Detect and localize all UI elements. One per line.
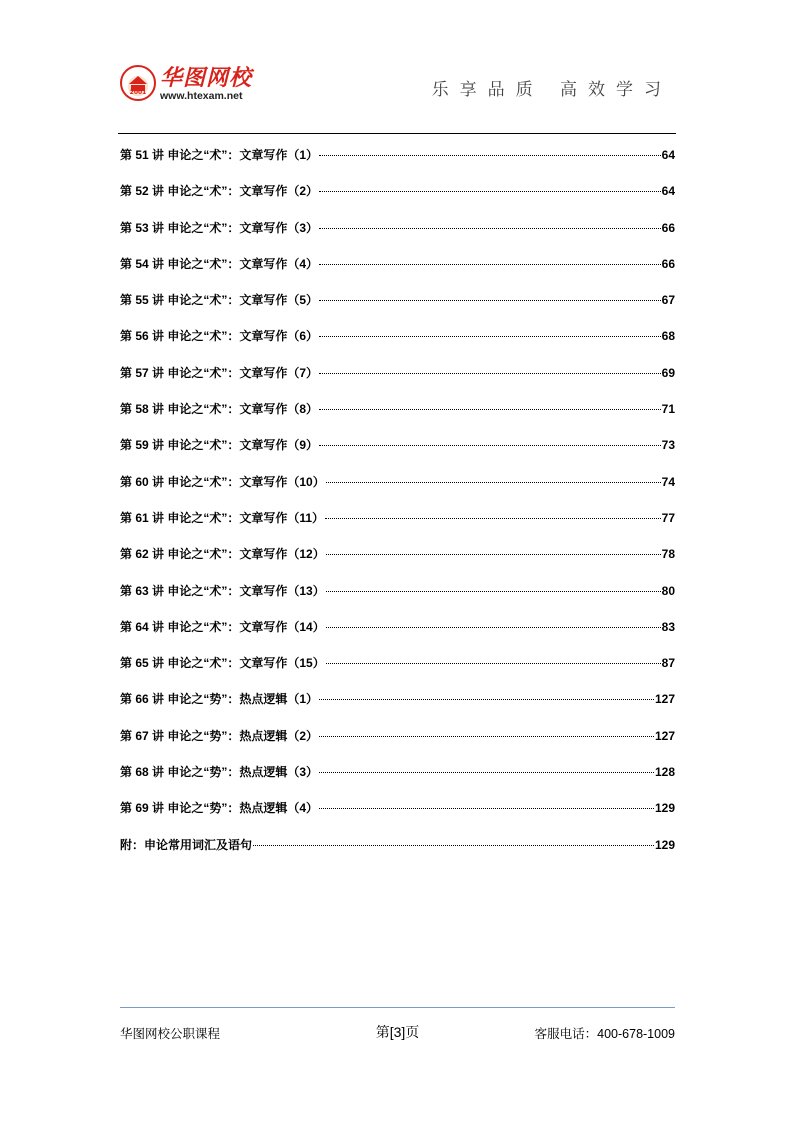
toc-entry-title: 第 65 讲 申论之“术”：文章写作（15）	[120, 656, 325, 671]
toc-leader-dots	[326, 482, 661, 483]
toc-entry[interactable]	[120, 509, 675, 545]
toc-entry-page: 129	[654, 801, 675, 816]
toc-entry-title: 第 54 讲 申论之“术”：文章写作（4）	[120, 256, 319, 271]
toc-entry[interactable]	[120, 618, 675, 654]
logo-seal-icon	[120, 65, 156, 101]
toc-entry[interactable]	[120, 473, 675, 509]
toc-entry-title: 第 53 讲 申论之“术”：文章写作（3）	[120, 220, 319, 235]
toc-entry-title: 第 56 讲 申论之“术”：文章写作（6）	[120, 329, 319, 344]
toc-entry-title: 第 62 讲 申论之“术”：文章写作（12）	[120, 547, 325, 562]
toc-entry-page: 78	[661, 547, 675, 562]
toc-entry-title: 第 67 讲 申论之“势”：热点逻辑（2）	[120, 728, 319, 743]
toc-entry-page: 68	[661, 329, 675, 344]
toc-entry-title: 第 59 讲 申论之“术”：文章写作（9）	[120, 438, 319, 453]
toc-entry[interactable]	[120, 400, 675, 436]
toc-entry-title: 第 52 讲 申论之“术”：文章写作（2）	[120, 184, 319, 199]
toc-entry-page: 64	[661, 184, 675, 199]
toc-leader-dots	[319, 336, 661, 337]
toc-entry-title: 附：申论常用词汇及语句	[120, 837, 253, 852]
toc-entry-title: 第 68 讲 申论之“势”：热点逻辑（3）	[120, 765, 319, 780]
toc-entry[interactable]	[120, 727, 675, 763]
toc-entry-title: 第 69 讲 申论之“势”：热点逻辑（4）	[120, 801, 319, 816]
toc-leader-dots	[326, 554, 661, 555]
toc-leader-dots	[319, 155, 661, 156]
toc-leader-dots	[319, 373, 661, 374]
toc-leader-dots	[319, 736, 654, 737]
toc-entry-title: 第 60 讲 申论之“术”：文章写作（10）	[120, 474, 325, 489]
toc-entry-title: 第 66 讲 申论之“势”：热点逻辑（1）	[120, 692, 319, 707]
toc-entry-page: 128	[654, 765, 675, 780]
toc-entry-page: 64	[661, 148, 675, 162]
toc-entry[interactable]	[120, 255, 675, 291]
toc-entry-title: 第 63 讲 申论之“术”：文章写作（13）	[120, 583, 325, 598]
toc-entry-page: 80	[661, 583, 675, 598]
toc-entry-page: 127	[654, 728, 675, 743]
toc-leader-dots	[326, 663, 661, 664]
toc-leader-dots	[326, 591, 661, 592]
toc-entry-page: 71	[661, 402, 675, 417]
toc-entry-title: 第 51 讲 申论之“术”：文章写作（1）	[120, 148, 319, 162]
page-number: 第[3]页	[375, 1024, 420, 1040]
toc-leader-dots	[319, 264, 661, 265]
toc-entry[interactable]	[120, 364, 675, 400]
toc-entry-page: 66	[661, 256, 675, 271]
toc-entry-title: 第 64 讲 申论之“术”：文章写作（14）	[120, 619, 325, 634]
toc-leader-dots	[319, 191, 661, 192]
logo	[120, 65, 260, 105]
toc-entry[interactable]	[120, 836, 675, 872]
toc-entry-page: 73	[661, 438, 675, 453]
logo-name: 华图网校	[160, 66, 253, 91]
footer-divider	[120, 1007, 675, 1008]
toc-entry-page: 83	[661, 619, 675, 634]
page-header	[118, 60, 676, 134]
footer-course-name: 华图网校公职课程	[120, 1027, 221, 1041]
toc-leader-dots	[319, 772, 654, 773]
page-footer	[120, 1022, 675, 1042]
toc-leader-dots	[319, 699, 654, 700]
toc-entry-page: 69	[661, 365, 675, 380]
logo-url: www.htexam.net	[160, 90, 243, 102]
toc-entry-title: 第 55 讲 申论之“术”：文章写作（5）	[120, 293, 319, 308]
toc-entry[interactable]	[120, 545, 675, 581]
table-of-contents	[120, 146, 675, 872]
toc-leader-dots	[326, 627, 661, 628]
toc-entry-page: 66	[661, 220, 675, 235]
toc-entry[interactable]	[120, 146, 675, 182]
toc-leader-dots	[319, 409, 661, 410]
toc-entry[interactable]	[120, 219, 675, 255]
toc-leader-dots	[319, 300, 661, 301]
toc-entry-page: 129	[654, 837, 675, 852]
toc-entry-title: 第 61 讲 申论之“术”：文章写作（11）	[120, 510, 325, 525]
toc-entry[interactable]	[120, 763, 675, 799]
toc-leader-dots	[319, 808, 654, 809]
toc-entry[interactable]	[120, 799, 675, 835]
toc-entry[interactable]	[120, 327, 675, 363]
toc-leader-dots	[319, 445, 661, 446]
toc-entry-page: 77	[661, 510, 675, 525]
footer-hotline: 客服电话：400-678-1009	[534, 1027, 675, 1041]
toc-leader-dots	[319, 228, 661, 229]
toc-entry-page: 127	[654, 692, 675, 707]
toc-entry[interactable]	[120, 690, 675, 726]
toc-leader-dots	[325, 518, 661, 519]
toc-entry-page: 74	[661, 474, 675, 489]
slogan: 乐享品质 高效学习	[431, 80, 672, 100]
toc-entry-title: 第 58 讲 申论之“术”：文章写作（8）	[120, 402, 319, 417]
toc-entry[interactable]	[120, 291, 675, 327]
toc-entry[interactable]	[120, 436, 675, 472]
toc-entry[interactable]	[120, 654, 675, 690]
toc-entry-page: 67	[661, 293, 675, 308]
toc-entry[interactable]	[120, 182, 675, 218]
toc-entry-page: 87	[661, 656, 675, 671]
toc-entry-title: 第 57 讲 申论之“术”：文章写作（7）	[120, 365, 319, 380]
logo-year: 2001	[129, 89, 147, 96]
toc-leader-dots	[253, 845, 654, 846]
toc-entry[interactable]	[120, 582, 675, 618]
